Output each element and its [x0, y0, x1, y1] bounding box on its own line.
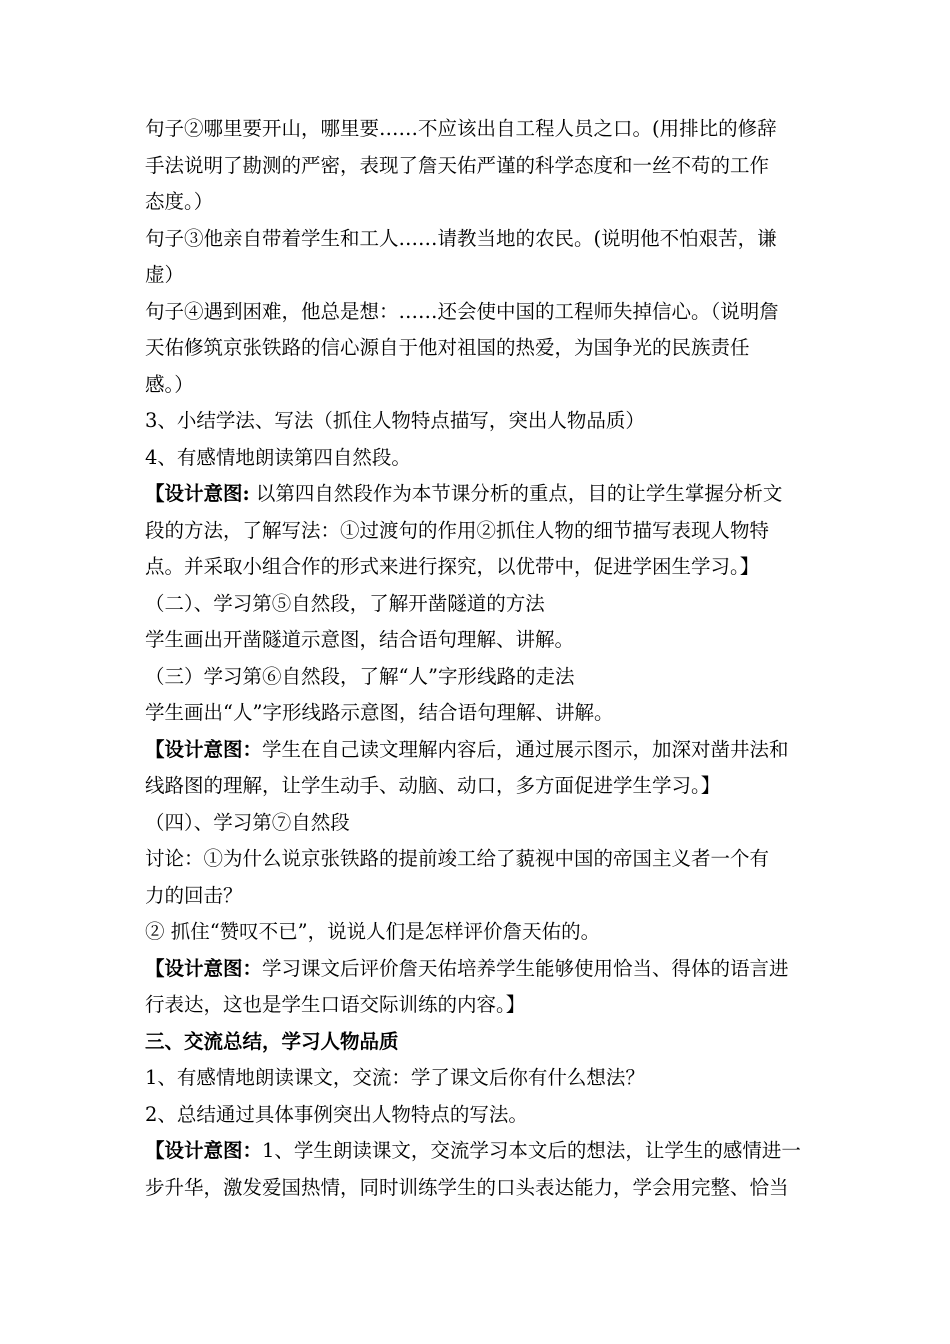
text-line: [145, 476, 810, 513]
text-line: [145, 987, 810, 1024]
line-text: 学习课文后评价詹天佑培养学生能够使用恰当、得体的语言进: [262, 956, 789, 980]
text-line: [145, 257, 810, 294]
text-line: [145, 1170, 810, 1207]
design-intent-label: 【设计意图：: [145, 956, 263, 980]
design-intent-label: 【设计意图：: [145, 737, 263, 761]
text-line: [145, 951, 810, 988]
line-text: （三）学习第⑥自然段，了解“人”字形线路的走法: [145, 664, 575, 688]
line-text: 态度。）: [145, 190, 214, 213]
text-line: [145, 367, 810, 404]
text-line: [145, 184, 810, 221]
line-text: 点。并采取小组合作的形式来进行探究，以优带中，促进学困生学习。】: [145, 555, 760, 578]
text-line: [145, 768, 810, 805]
line-text: 2、总结通过具体事例突出人物特点的写法。: [145, 1102, 528, 1126]
text-line: [145, 805, 810, 842]
text-line: [145, 878, 810, 915]
text-line: [145, 440, 810, 477]
text-line: [145, 695, 810, 732]
text-line: [145, 586, 810, 623]
line-text: 三、交流总结，学习人物品质: [145, 1029, 399, 1053]
line-text: 学生在自己读文理解内容后，通过展示图示，加深对凿井法和: [262, 737, 789, 761]
line-text: 3、小结学法、写法（抓住人物特点描写，突出人物品质）: [145, 409, 645, 432]
line-text: 感。）: [145, 372, 194, 396]
line-text: 句子④遇到困难，他总是想：……还会使中国的工程师失掉信心。（说明詹: [145, 299, 779, 323]
line-text: 4、有感情地朗读第四自然段。: [145, 445, 411, 469]
text-line: [145, 1097, 810, 1134]
line-text: 1、学生朗读课文，交流学习本文后的想法，让学生的感情进一: [262, 1139, 801, 1162]
text-line: [145, 914, 810, 951]
text-line: [145, 659, 810, 696]
text-line: [145, 1024, 810, 1061]
document-body: [145, 111, 810, 1206]
text-line: [145, 403, 810, 440]
line-text: 1、有感情地朗读课文，交流：学了课文后你有什么想法？: [145, 1066, 645, 1089]
line-text: （四）、学习第⑦自然段: [145, 810, 350, 834]
line-text: 以第四自然段作为本节课分析的重点，目的让学生掌握分析文: [249, 482, 783, 505]
line-text: 行表达，这也是学生口语交际训练的内容。】: [145, 993, 526, 1016]
text-line: [145, 732, 810, 769]
text-line: [145, 221, 810, 258]
text-line: [145, 1133, 810, 1170]
design-intent-label: 【设计意图:: [145, 482, 250, 505]
text-line: [145, 330, 810, 367]
line-text: 学生画出“人”字形线路示意图，结合语句理解、讲解。: [145, 701, 614, 724]
text-line: [145, 111, 810, 148]
line-text: 手法说明了勘测的严密，表现了詹天佑严谨的科学态度和一丝不苟的工作: [145, 153, 770, 177]
line-text: （二）、学习第⑤自然段，了解开凿隧道的方法: [145, 591, 545, 615]
line-text: 力的回击？: [145, 883, 243, 907]
line-text: 虚）: [145, 263, 185, 286]
line-text: 讨论：①为什么说京张铁路的提前竣工给了藐视中国的帝国主义者一个有: [145, 847, 770, 870]
text-line: [145, 148, 810, 185]
line-text: 天佑修筑京张铁路的信心源自于他对祖国的热爱，为国争光的民族责任: [145, 336, 750, 359]
line-text: 段的方法，了解写法：①过渡句的作用②抓住人物的细节描写表现人物特: [145, 518, 770, 542]
text-line: [145, 622, 810, 659]
text-line: [145, 294, 810, 331]
line-text: 步升华，激发爱国热情，同时训练学生的口头表达能力，学会用完整、恰当: [145, 1175, 789, 1199]
text-line: [145, 1060, 810, 1097]
line-text: 句子②哪里要开山，哪里要……不应该出自工程人员之口。(用排比的修辞: [145, 117, 777, 140]
line-text: 学生画出开凿隧道示意图，结合语句理解、讲解。: [145, 628, 575, 651]
line-text: 线路图的理解，让学生动手、动脑、动口，多方面促进学生学习。】: [145, 774, 721, 797]
text-line: [145, 513, 810, 550]
text-line: [145, 841, 810, 878]
text-line: [145, 549, 810, 586]
line-text: 句子③他亲自带着学生和工人……请教当地的农民。(说明他不怕艰苦，谦: [145, 226, 777, 250]
line-text: ② 抓住“赞叹不已”，说说人们是怎样评价詹天佑的。: [145, 920, 601, 943]
design-intent-label: 【设计意图：: [145, 1139, 263, 1162]
